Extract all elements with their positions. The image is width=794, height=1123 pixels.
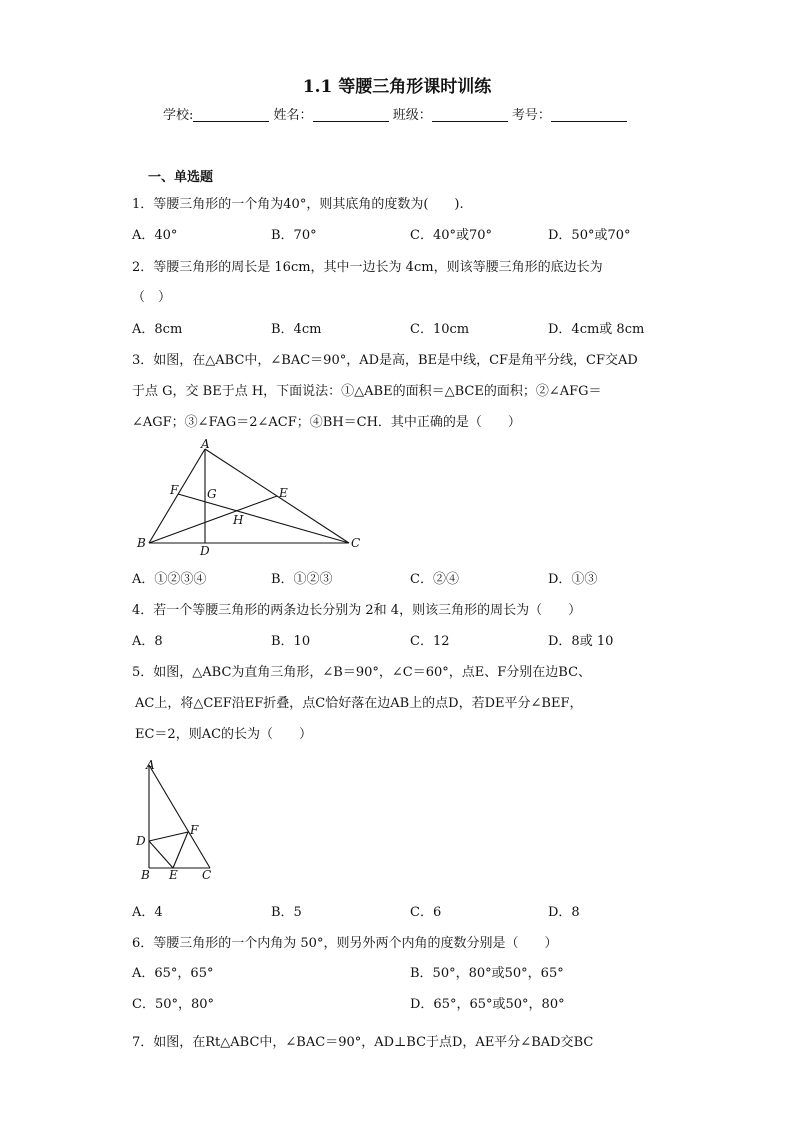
q6-option-d: D．65°，65°或50°，80°: [410, 997, 565, 1012]
page-title: 1.1 等腰三角形课时训练: [302, 77, 492, 97]
question-5-line-3: EC＝2，则AC的长为（ ）: [135, 727, 313, 742]
q5-option-a: A．4: [132, 905, 163, 920]
q1-option-d: D．50°或70°: [548, 228, 631, 243]
q5-option-d: D．8: [548, 905, 580, 920]
label-d: D: [200, 544, 210, 558]
question-3-line-1: 3．如图，在△ABC中，∠BAC＝90°，AD是高，BE是中线，CF是角平分线，CF交AD: [132, 353, 638, 368]
q5-option-c: C．6: [410, 905, 442, 920]
q4-option-c: C．12: [410, 634, 450, 649]
label-f: F: [190, 823, 199, 837]
question-3-line-2: 于点 G，交 BE于点 H，下面说法：①△ABE的面积＝△BCE的面积；②∠AFG＝: [132, 384, 602, 399]
q5-triangle-figure: [132, 755, 222, 887]
number-blank: [551, 107, 627, 122]
q2-option-c: C．10cm: [410, 322, 470, 337]
label-c: C: [351, 536, 361, 550]
question-7-text: 7．如图，在Rt△ABC中，∠BAC＝90°，AD⊥BC于点D，AE平分∠BAD交BC: [132, 1035, 594, 1050]
name-blank: [313, 107, 389, 122]
q3-option-c: C．②④: [410, 572, 459, 587]
label-e: E: [169, 868, 178, 882]
q1-option-c: C．40°或70°: [410, 228, 493, 243]
label-e: E: [279, 486, 288, 500]
class-label: 班级：: [392, 108, 432, 123]
question-2-text: 2．等腰三角形的周长是 16cm，其中一边长为 4cm，则该等腰三角形的底边长为: [132, 260, 603, 275]
question-3-line-3: ∠AGF；③∠FAG＝2∠ACF；④BH＝CH．其中正确的是（ ）: [132, 415, 521, 430]
q5-option-b: B．5: [271, 905, 302, 920]
number-label: 考号：: [511, 108, 551, 123]
question-5-line-2: AC上，将△CEF沿EF折叠，点C恰好落在边AB上的点D，若DE平分∠BEF，: [135, 696, 583, 711]
q4-option-d: D．8或 10: [548, 634, 614, 649]
q2-option-b: B．4cm: [271, 322, 322, 337]
q1-option-b: B．70°: [271, 228, 317, 243]
segment-df: [149, 832, 188, 841]
segment-de: [149, 841, 173, 868]
q6-option-b: B．50°，80°或50°，65°: [410, 966, 564, 981]
q3-triangle-figure: [130, 436, 370, 560]
question-6-text: 6．等腰三角形的一个内角为 50°，则另外两个内角的度数分别是（ ）: [132, 936, 558, 951]
label-g: G: [207, 487, 217, 501]
question-4-text: 4．若一个等腰三角形的两条边长分别为 2和 4，则该三角形的周长为（ ）: [132, 603, 582, 618]
question-2-bracket: （ ）: [132, 290, 172, 305]
label-b: B: [137, 536, 146, 550]
q3-option-a: A．①②③④: [132, 572, 207, 587]
q6-option-c: C．50°，80°: [132, 997, 215, 1012]
question-1-text: 1．等腰三角形的一个角为40°，则其底角的度数为( ).: [132, 197, 464, 212]
q2-option-a: A．8cm: [132, 322, 183, 337]
label-b: B: [141, 868, 150, 882]
class-blank: [432, 107, 508, 122]
median-be: [149, 496, 277, 543]
label-d: D: [136, 834, 146, 848]
label-a: A: [201, 437, 210, 451]
q2-option-d: D．4cm或 8cm: [548, 322, 645, 337]
school-blank: [193, 107, 269, 122]
label-f: F: [170, 483, 179, 497]
q4-option-b: B．10: [271, 634, 311, 649]
q3-option-b: B．①②③: [271, 572, 333, 587]
q4-option-a: A．8: [132, 634, 163, 649]
section-heading: 一、单选题: [148, 170, 214, 185]
student-info-line: [163, 104, 627, 123]
question-5-line-1: 5．如图，△ABC为直角三角形，∠B＝90°，∠C＝60°，点E、F分别在边BC、: [132, 665, 592, 680]
q3-option-d: D．①③: [548, 572, 598, 587]
label-a: A: [146, 758, 155, 772]
fold-line-ef: [173, 832, 188, 868]
name-label: 姓名：: [273, 108, 313, 123]
q1-option-a: A．40°: [132, 228, 178, 243]
label-h: H: [233, 513, 244, 527]
school-label: 学校:: [163, 108, 194, 123]
label-c: C: [202, 868, 212, 882]
q6-option-a: A．65°，65°: [132, 966, 214, 981]
